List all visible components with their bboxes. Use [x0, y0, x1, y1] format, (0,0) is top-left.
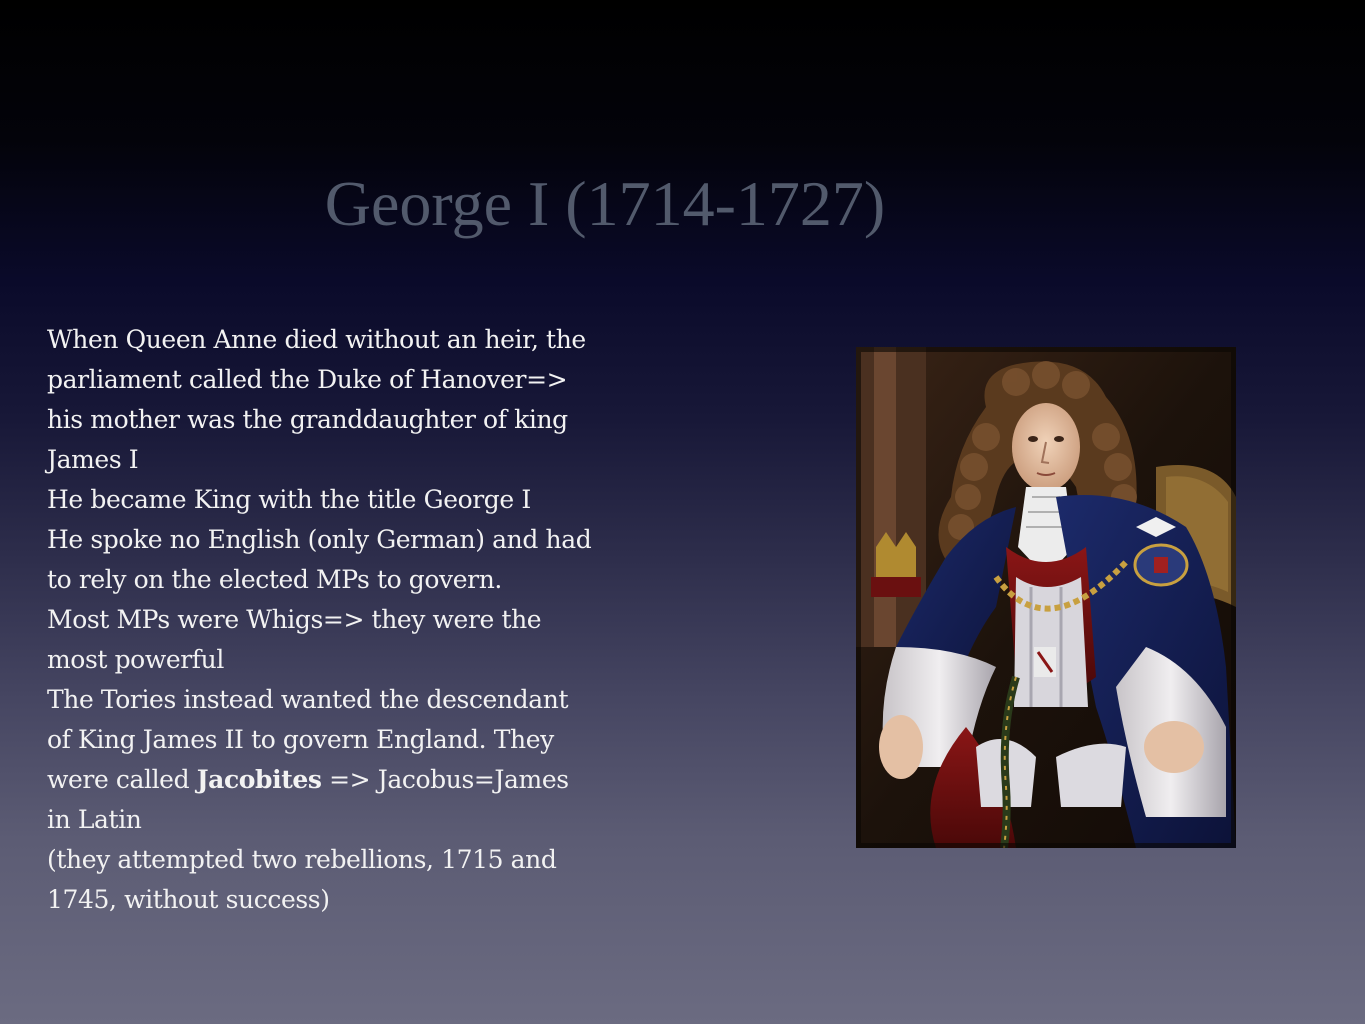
- body-line: James I: [47, 445, 139, 474]
- jacobites-term: Jacobites: [196, 765, 322, 794]
- body-line: most powerful: [47, 645, 224, 674]
- body-text: [47, 320, 747, 920]
- body-line: of King James II to govern England. They: [47, 725, 554, 754]
- body-line: parliament called the Duke of Hanover=>: [47, 365, 568, 394]
- body-line: When Queen Anne died without an heir, the: [47, 325, 586, 354]
- body-line: 1745, without success): [47, 885, 330, 914]
- body-line: The Tories instead wanted the descendant: [47, 685, 569, 714]
- jacobites-line: [47, 760, 747, 800]
- body-line: He became King with the title George I: [47, 485, 531, 514]
- body-line: his mother was the granddaughter of king: [47, 405, 568, 434]
- portrait-of-george-i-image: [856, 347, 1236, 848]
- slide-title: George I (1714-1727): [324, 168, 886, 239]
- body-line: He spoke no English (only German) and had: [47, 525, 592, 554]
- body-line: (they attempted two rebellions, 1715 and: [47, 845, 557, 874]
- body-line: Most MPs were Whigs=> they were the: [47, 605, 542, 634]
- jacobites-after: => Jacobus=James: [321, 765, 569, 794]
- body-line: to rely on the elected MPs to govern.: [47, 565, 502, 594]
- body-line: in Latin: [47, 805, 142, 834]
- jacobites-before: were called: [47, 765, 197, 794]
